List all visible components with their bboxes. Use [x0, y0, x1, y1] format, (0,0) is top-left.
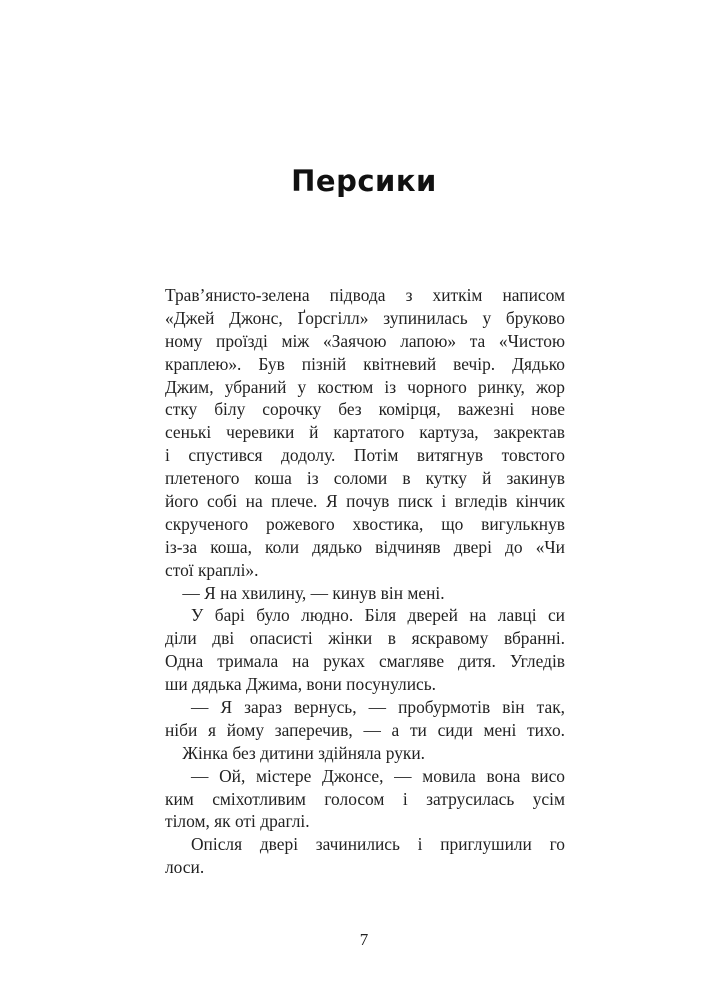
text-line: його собі на плече. Я почув писк і вгледів кінчик	[165, 491, 565, 512]
text-line: краплею». Був пізній квітневий вечір. Дядько	[165, 353, 565, 374]
text-line: «Джей Джонс, Ґорсгілл» зупинилась у бруково	[165, 307, 565, 328]
text-line: діли дві опасисті жінки в яскравому вбранні.	[165, 628, 565, 649]
text-line: Опісля двері зачинились і приглушили го	[191, 834, 565, 855]
text-line: ніби я йому заперечив, — а ти сиди мені тихо.	[165, 719, 565, 740]
text-line: ши дядька Джима, вони посунулись.	[165, 674, 436, 695]
text-line: скрученого рожевого хвостика, що вигулькнув	[165, 513, 565, 534]
text-line: Трав’янисто-зелена підвода з хиткім написом	[165, 285, 565, 305]
text-line: сенькі черевики й картатого картуза, закректав	[165, 422, 565, 443]
text-line: стої краплі».	[165, 559, 259, 580]
text-line: ному проїзді між «Заячою лапою» та «Чистою	[165, 330, 565, 351]
chapter-title: Персики	[291, 164, 437, 198]
text-line: Одна тримала на руках смагляве дитя. Угледів	[165, 651, 565, 672]
text-line: стку білу сорочку без комірця, важезні нове	[165, 399, 565, 420]
text-line: лоси.	[165, 857, 205, 878]
text-line: і спустився додолу. Потім витягнув товстого	[165, 445, 565, 466]
text-line: У барі було людно. Біля дверей на лавці си	[191, 605, 565, 626]
chapter-body	[165, 284, 565, 879]
text-line: — Ой, містере Джонсе, — мовила вона висо	[191, 765, 565, 786]
text-line: із-за коша, коли дядько відчиняв двері до «Чи	[165, 536, 565, 557]
text-line: Жінка без дитини здійняла руки.	[165, 742, 426, 763]
text-line: плетеного коша із соломи в кутку й закинув	[165, 468, 565, 489]
text-line: ким сміхотливим голосом і затрусилась усім	[165, 788, 565, 809]
text-line: — Я на хвилину, — кинув він мені.	[165, 582, 445, 603]
text-line: тілом, як оті драглі.	[165, 811, 310, 832]
page-number: 7	[359, 930, 369, 949]
text-line: — Я зараз вернусь, — пробурмотів він так,	[191, 697, 565, 718]
text-line: Джим, убраний у костюм із чорного ринку, жор	[165, 376, 565, 397]
